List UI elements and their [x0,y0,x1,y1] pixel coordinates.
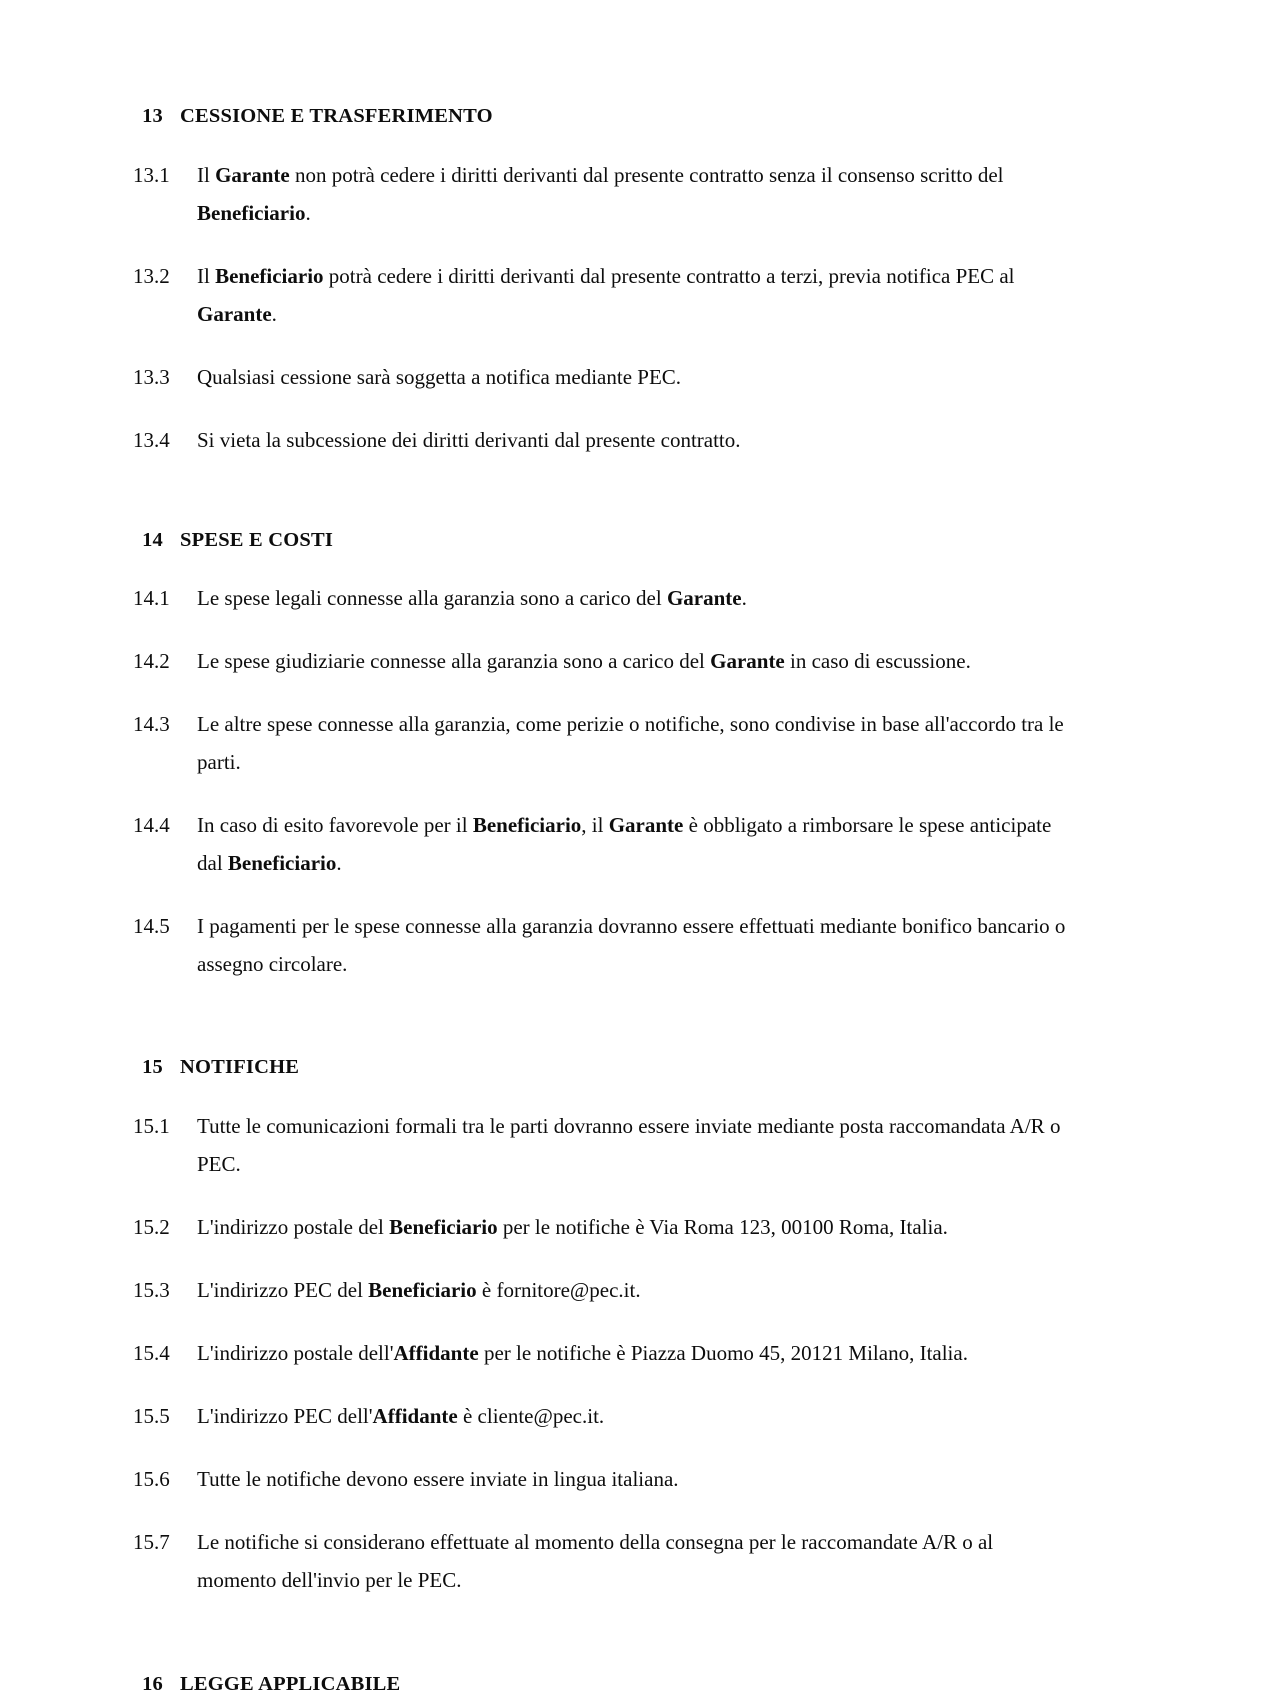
clause-text [197,1271,1068,1309]
clause-text [197,579,1068,617]
clause-text-run: L'indirizzo PEC dell' [197,1403,373,1428]
defined-term: Beneficiario [368,1277,477,1302]
clause-text-run: . [741,586,747,611]
clause-item [133,806,1068,882]
defined-term: Affidante [372,1403,458,1428]
clause-text [197,705,1068,781]
clause-text [197,907,1068,983]
defined-term: Garante [608,813,684,838]
clause-number: 14.2 [133,649,170,674]
section-13 [133,104,1068,459]
clause-text [197,1460,1068,1498]
clause-text-run: I pagamenti per le spese connesse alla garanzia dovranno essere effettuati mediante bonifico bancario o assegno circolare. [197,914,1066,977]
clause-text-run: è fornitore@pec.it. [476,1277,641,1302]
defined-term: Garante [666,586,742,611]
clause-number: 13.3 [133,364,170,389]
clause-text [197,156,1068,232]
clause-number: 13.1 [133,162,170,187]
section-15 [133,1055,1068,1599]
clause-number: 14.1 [133,586,170,611]
clause-text [197,1107,1068,1183]
section-spacer [133,1599,1068,1672]
clause-text-run: Le altre spese connesse alla garanzia, come perizie o notifiche, sono condivise in base all'accordo tra le parti. [197,712,1064,775]
clause-text [197,1397,1068,1435]
section-title: LEGGE APPLICABILE [180,1672,401,1695]
clause-text [197,806,1068,882]
section-heading [133,528,1068,554]
clause-text [197,358,1068,396]
clause-text [197,257,1068,333]
clause-item [133,421,1068,459]
clause-text-run: Le spese giudiziarie connesse alla garanzia sono a carico del [197,649,711,674]
section-spacer [133,983,1068,1055]
section-16 [133,1672,1068,1698]
clause-text-run: . [271,301,277,326]
clause-text-run: per le notifiche è Piazza Duomo 45, 20121 Milano, Italia. [478,1340,968,1365]
clause-number: 14.5 [133,914,170,939]
clause-text-run: In caso di esito favorevole per il [197,813,473,838]
clause-text-run: L'indirizzo postale del [197,1214,390,1239]
clause-text-run: Qualsiasi cessione sarà soggetta a notifica mediante PEC. [197,364,682,389]
clause-text-run: . [336,851,342,876]
defined-term: Beneficiario [197,200,306,225]
clause-number: 15.4 [133,1340,170,1365]
clause-number: 15.1 [133,1113,170,1138]
clause-number: 13.2 [133,263,170,288]
defined-term: Beneficiario [472,813,582,838]
section-number: 16 [142,1672,163,1695]
defined-term: Beneficiario [389,1214,498,1239]
clause-text-run: potrà cedere i diritti derivanti dal presente contratto a terzi, previa notifica PEC al [323,263,1015,288]
clause-item [133,1523,1068,1599]
clause-text-run: non potrà cedere i diritti derivanti dal presente contratto senza il consenso scritto del [289,162,1004,187]
clause-item [133,257,1068,333]
clause-text-run: L'indirizzo postale dell' [197,1340,394,1365]
clause-text-run: Il [197,263,216,288]
clause-text-run: Le spese legali connesse alla garanzia sono a carico del [197,586,667,611]
clause-text-run: . [305,200,311,225]
clause-item [133,1271,1068,1309]
clause-text-run: Tutte le notifiche devono essere inviate in lingua italiana. [197,1466,679,1491]
clause-number: 15.7 [133,1529,170,1554]
clause-number: 15.5 [133,1403,170,1428]
clause-item [133,358,1068,396]
document-body [133,104,1068,1698]
clause-text-run: Si vieta la subcessione dei diritti derivanti dal presente contratto. [197,427,741,452]
clause-text-run: Le notifiche si considerano effettuate al momento della consegna per le raccomandate A/R o al momento dell'invio per le PEC. [197,1529,994,1592]
section-heading [133,1672,1068,1698]
clause-text [197,421,1068,459]
clause-item [133,642,1068,680]
clause-item [133,579,1068,617]
section-heading [133,104,1068,130]
clause-item [133,907,1068,983]
clause-number: 14.3 [133,712,170,737]
defined-term: Garante [710,649,785,674]
section-number: 14 [142,528,163,551]
clause-item [133,705,1068,781]
defined-term: Beneficiario [227,851,337,876]
clause-text-run: L'indirizzo PEC del [197,1277,369,1302]
clause-text-run: per le notifiche è Via Roma 123, 00100 Roma, Italia. [497,1214,948,1239]
clause-text [197,642,1068,680]
clause-text-run: , il [581,813,609,838]
clause-text-run: Il [197,162,216,187]
clause-text-run: Tutte le comunicazioni formali tra le parti dovranno essere inviate mediante posta raccomandata A/R o PEC. [197,1113,1061,1176]
clause-number: 15.6 [133,1466,170,1491]
section-spacer [133,459,1068,528]
clause-text-run: è cliente@pec.it. [457,1403,605,1428]
clause-item [133,1107,1068,1183]
clause-number: 15.2 [133,1214,170,1239]
clause-item [133,1334,1068,1372]
section-title: NOTIFICHE [180,1056,300,1079]
clause-number: 15.3 [133,1277,170,1302]
clause-number: 14.4 [133,813,170,838]
section-number: 15 [142,1056,163,1079]
clause-number: 13.4 [133,427,170,452]
clause-text [197,1523,1068,1599]
defined-term: Garante [215,162,290,187]
clause-item [133,156,1068,232]
section-number: 13 [142,105,163,127]
section-heading [133,1055,1068,1081]
clause-item [133,1460,1068,1498]
defined-term: Affidante [393,1340,479,1365]
section-title: SPESE E COSTI [180,528,333,551]
defined-term: Garante [197,301,272,326]
section-14 [133,528,1068,984]
clause-text-run: in caso di escussione. [784,649,971,674]
clause-item [133,1397,1068,1435]
clause-item [133,1208,1068,1246]
defined-term: Beneficiario [215,263,324,288]
section-title: CESSIONE E TRASFERIMENTO [180,105,493,127]
clause-text [197,1334,1068,1372]
clause-text [197,1208,1068,1246]
clause-text-run: è obbligato a rimborsare le spese anticipate dal [197,813,1052,876]
